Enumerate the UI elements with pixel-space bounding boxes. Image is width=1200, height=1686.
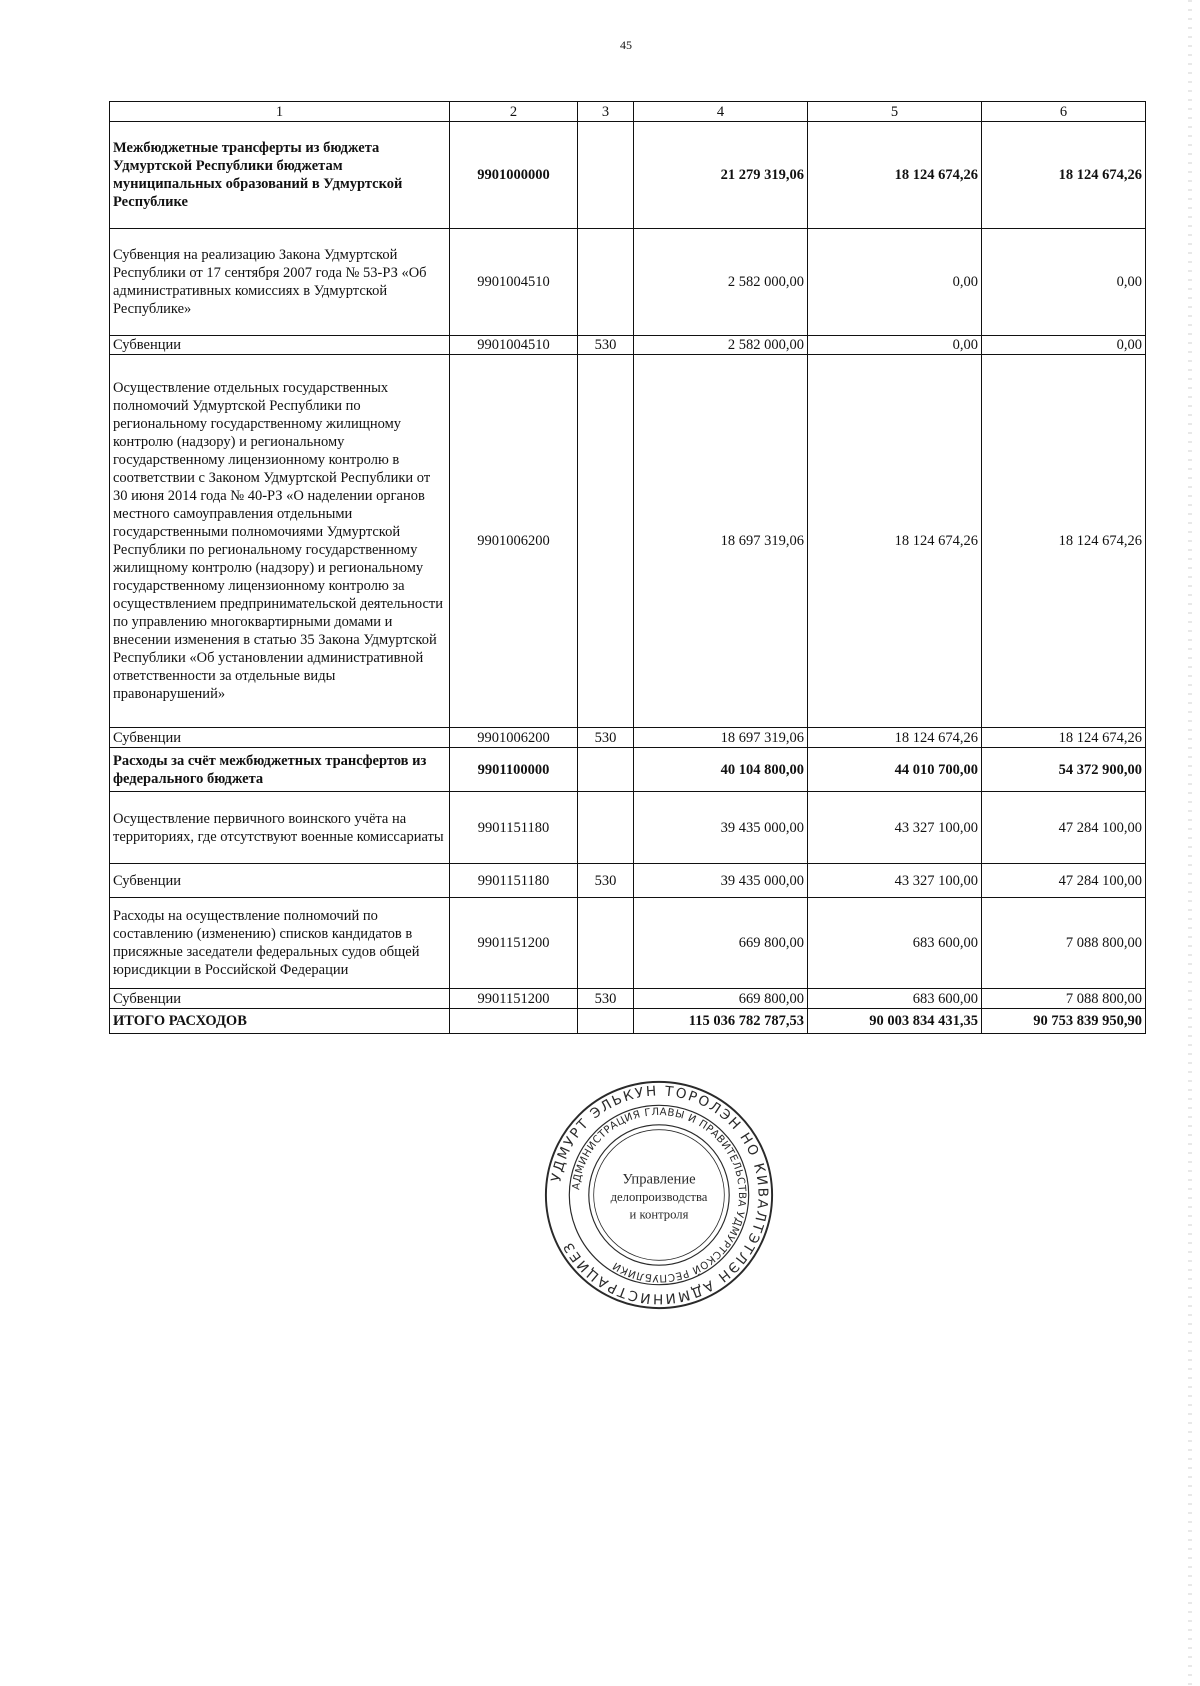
row-value-2: 43 327 100,00 [808, 864, 982, 898]
seal-center-line: делопроизводства [610, 1189, 708, 1204]
table-row [110, 898, 1146, 989]
seal-outer-text: УДМУРТ ЭЛЬКУН ТОРОЛЭН НО КИВАЛТЭТЛЭН АДМИНИСТРАЦИЕЗ [548, 1083, 771, 1307]
row-type [578, 355, 634, 728]
row-type: 530 [578, 336, 634, 355]
row-name: Межбюджетные трансферты из бюджета Удмуртской Республики бюджетам муниципальных образований в Удмуртской Республике [110, 122, 450, 229]
row-code: 9901151180 [450, 792, 578, 864]
row-value-1: 18 697 319,06 [634, 355, 808, 728]
row-value-3: 18 124 674,26 [982, 728, 1146, 748]
row-type [578, 229, 634, 336]
row-value-2: 0,00 [808, 336, 982, 355]
page-number: 45 [620, 38, 632, 52]
row-value-2: 683 600,00 [808, 898, 982, 989]
column-header: 5 [808, 102, 982, 122]
row-name: Субвенции [110, 336, 450, 355]
row-value-1: 669 800,00 [634, 898, 808, 989]
row-type [578, 792, 634, 864]
row-value-2: 44 010 700,00 [808, 748, 982, 792]
table-header-row [110, 102, 1146, 122]
official-seal [542, 1078, 776, 1312]
row-type: 530 [578, 864, 634, 898]
row-value-2: 0,00 [808, 229, 982, 336]
table-row [110, 989, 1146, 1009]
table-row [110, 336, 1146, 355]
row-name: Расходы на осуществление полномочий по составлению (изменению) списков кандидатов в присяжные заседатели федеральных судов общей юрисдикции в Российской Федерации [110, 898, 450, 989]
row-value-1: 21 279 319,06 [634, 122, 808, 229]
row-code: 9901006200 [450, 355, 578, 728]
row-value-3: 18 124 674,26 [982, 355, 1146, 728]
row-value-2: 683 600,00 [808, 989, 982, 1009]
row-code [450, 1009, 578, 1034]
row-value-2: 90 003 834 431,35 [808, 1009, 982, 1034]
row-value-1: 18 697 319,06 [634, 728, 808, 748]
row-name: Субвенции [110, 728, 450, 748]
row-value-3: 7 088 800,00 [982, 989, 1146, 1009]
total-row [110, 1009, 1146, 1034]
row-name: Осуществление первичного воинского учёта на территориях, где отсутствуют военные комиссариаты [110, 792, 450, 864]
table-row [110, 792, 1146, 864]
row-code: 9901151200 [450, 989, 578, 1009]
row-value-3: 0,00 [982, 229, 1146, 336]
row-value-2: 43 327 100,00 [808, 792, 982, 864]
row-value-3: 47 284 100,00 [982, 792, 1146, 864]
row-code: 9901006200 [450, 728, 578, 748]
row-value-2: 18 124 674,26 [808, 728, 982, 748]
table-row [110, 355, 1146, 728]
column-header: 3 [578, 102, 634, 122]
column-header: 2 [450, 102, 578, 122]
column-header: 4 [634, 102, 808, 122]
row-code: 9901151200 [450, 898, 578, 989]
budget-table [109, 101, 1146, 1034]
row-value-2: 18 124 674,26 [808, 122, 982, 229]
row-value-3: 0,00 [982, 336, 1146, 355]
row-type [578, 1009, 634, 1034]
row-name: Осуществление отдельных государственных полномочий Удмуртской Республики по региональному государственному жилищному контролю (надзору) и региональному государственному лицензионному контролю в соответствии с Законом Удмуртской Республики от 30 июня 2014 года № 40-РЗ «О наделении органов местного самоуправления отдельными государственными полномочиями Удмуртской Республики по региональному государственному жилищному контролю (надзору) и региональному государственному лицензионному контролю за осуществлением предпринимательской деятельности по управлению многоквартирными домами и внесении изменения в статью 35 Закона Удмуртской Республики «Об установлении административной ответственности за отдельные виды правонарушений» [110, 355, 450, 728]
table-row [110, 748, 1146, 792]
row-type [578, 898, 634, 989]
row-value-1: 40 104 800,00 [634, 748, 808, 792]
row-name: Расходы за счёт межбюджетных трансфертов из федерального бюджета [110, 748, 450, 792]
row-value-3: 18 124 674,26 [982, 122, 1146, 229]
row-name: ИТОГО РАСХОДОВ [110, 1009, 450, 1034]
row-value-3: 47 284 100,00 [982, 864, 1146, 898]
row-name: Субвенции [110, 864, 450, 898]
row-type: 530 [578, 728, 634, 748]
seal-center-line: и контроля [629, 1207, 689, 1222]
row-value-1: 2 582 000,00 [634, 229, 808, 336]
seal-center-line: Управление [622, 1171, 696, 1188]
row-value-2: 18 124 674,26 [808, 355, 982, 728]
row-type [578, 748, 634, 792]
row-value-1: 669 800,00 [634, 989, 808, 1009]
row-code: 9901004510 [450, 336, 578, 355]
table-row [110, 728, 1146, 748]
seal-middle-text: АДМИНИСТРАЦИЯ ГЛАВЫ И ПРАВИТЕЛЬСТВА УДМУРТСКОЙ РЕСПУБЛИКИ [571, 1106, 747, 1284]
row-code: 9901004510 [450, 229, 578, 336]
row-code: 9901100000 [450, 748, 578, 792]
row-name: Субвенция на реализацию Закона Удмуртской Республики от 17 сентября 2007 года № 53-РЗ «Об административных комиссиях в Удмуртской Республике» [110, 229, 450, 336]
row-value-1: 39 435 000,00 [634, 792, 808, 864]
row-code: 9901151180 [450, 864, 578, 898]
row-value-1: 115 036 782 787,53 [634, 1009, 808, 1034]
row-type [578, 122, 634, 229]
row-value-3: 7 088 800,00 [982, 898, 1146, 989]
row-name: Субвенции [110, 989, 450, 1009]
table-row [110, 229, 1146, 336]
column-header: 6 [982, 102, 1146, 122]
row-value-3: 54 372 900,00 [982, 748, 1146, 792]
scan-edge-artifact [1188, 0, 1192, 1686]
table-row [110, 864, 1146, 898]
row-value-3: 90 753 839 950,90 [982, 1009, 1146, 1034]
row-type: 530 [578, 989, 634, 1009]
row-code: 9901000000 [450, 122, 578, 229]
column-header: 1 [110, 102, 450, 122]
row-value-1: 2 582 000,00 [634, 336, 808, 355]
table-row [110, 122, 1146, 229]
row-value-1: 39 435 000,00 [634, 864, 808, 898]
